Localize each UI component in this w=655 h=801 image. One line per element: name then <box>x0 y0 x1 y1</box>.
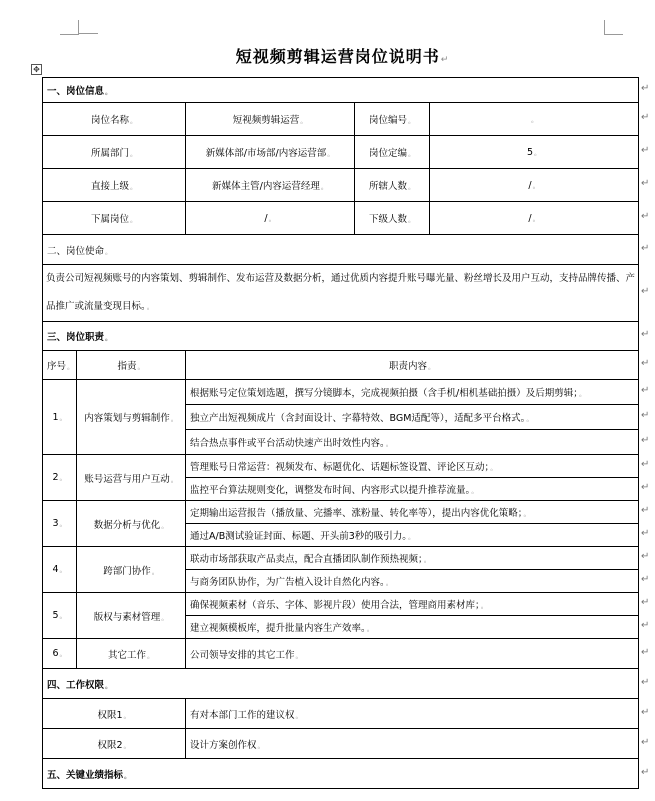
duty-row <box>43 380 639 405</box>
duty-content: 联动市场部获取产品卖点，配合直播团队制作预热视频；。 <box>186 547 639 570</box>
duty-content: 通过A/B测试验证封面、标题、开头前3秒的吸引力。。 <box>186 524 639 547</box>
position-info-row <box>43 103 639 136</box>
row-end-mark: ↵ <box>641 145 650 156</box>
row-end-mark: ↵ <box>641 736 650 748</box>
info-label: 岗位定编。 <box>355 136 430 169</box>
row-end-mark: ↵ <box>641 459 650 470</box>
duty-content: 公司领导安排的其它工作。 <box>186 639 639 669</box>
row-end-mark: ↵ <box>641 410 650 421</box>
job-description-table <box>42 77 639 789</box>
duty-row <box>43 455 639 478</box>
row-end-mark: ↵ <box>641 482 650 493</box>
row-end-mark: ↵ <box>641 211 650 222</box>
row-end-mark: ↵ <box>641 646 650 658</box>
row-end-mark: ↵ <box>641 706 650 718</box>
info-value[interactable]: 。 <box>430 103 639 136</box>
row-end-mark: ↵ <box>641 620 650 631</box>
info-value[interactable]: 短视频剪辑运营。 <box>186 103 355 136</box>
mission-text: 负责公司短视频账号的内容策划、剪辑制作、发布运营及数据分析，通过优质内容提升账号曝光量、粉丝增长及用户互动，支持品牌传播、产品推广或流量变现目标。。 <box>43 265 639 322</box>
duty-content: 独立产出短视频成片（含封面设计、字幕特效、BGM适配等），适配多平台格式。。 <box>186 405 639 430</box>
position-info-row <box>43 169 639 202</box>
info-label: 直接上级。 <box>43 169 186 202</box>
section-title: 四、工作权限。 <box>43 669 639 699</box>
duty-number: 5。 <box>43 593 77 639</box>
duty-content: 结合热点事件或平台活动快速产出时效性内容。。 <box>186 430 639 455</box>
table-move-handle-icon[interactable]: ✥ <box>31 64 42 75</box>
duty-content: 确保视频素材（音乐、字体、影视片段）使用合法，管理商用素材库；。 <box>186 593 639 616</box>
document-title: 短视频剪辑运营岗位说明书↵ <box>235 47 450 66</box>
duty-number: 4。 <box>43 547 77 593</box>
row-end-mark: ↵ <box>641 329 650 340</box>
crop-mark-right <box>604 20 623 35</box>
section-title: 一、岗位信息。 <box>43 78 639 103</box>
authority-label: 权限2。 <box>43 729 186 759</box>
info-value[interactable]: 新媒体部/市场部/内容运营部。 <box>186 136 355 169</box>
duty-name: 跨部门协作。 <box>77 547 186 593</box>
duty-name: 内容策划与剪辑制作。 <box>77 380 186 455</box>
row-end-mark: ↵ <box>641 385 650 396</box>
duty-name: 数据分析与优化。 <box>77 501 186 547</box>
section-title: 三、岗位职责。 <box>43 322 639 351</box>
row-end-mark: ↵ <box>641 112 650 123</box>
duty-number: 6。 <box>43 639 77 669</box>
duties-header-row <box>43 351 639 380</box>
row-end-mark: ↵ <box>641 242 650 254</box>
duty-content: 定期输出运营报告（播放量、完播率、涨粉量、转化率等），提出内容优化策略；。 <box>186 501 639 524</box>
info-value[interactable]: 新媒体主管/内容运营经理。 <box>186 169 355 202</box>
authority-text: 有对本部门工作的建议权。 <box>186 699 639 729</box>
info-label: 所属部门。 <box>43 136 186 169</box>
row-end-mark: ↵ <box>641 766 650 778</box>
info-label: 下级人数。 <box>355 202 430 235</box>
duty-content: 与商务团队协作，为广告植入设计自然化内容。。 <box>186 570 639 593</box>
row-end-mark: ↵ <box>641 435 650 446</box>
authority-label: 权限1。 <box>43 699 186 729</box>
duty-row <box>43 593 639 616</box>
duty-row <box>43 547 639 570</box>
duty-row <box>43 501 639 524</box>
row-end-mark: ↵ <box>641 505 650 516</box>
row-end-mark: ↵ <box>641 178 650 189</box>
row-end-mark: ↵ <box>641 551 650 562</box>
info-label: 岗位名称。 <box>43 103 186 136</box>
section-header-row <box>43 78 639 103</box>
row-end-mark: ↵ <box>641 676 650 688</box>
duty-content: 监控平台算法规则变化，调整发布时间、内容形式以提升推荐流量。。 <box>186 478 639 501</box>
duty-name: 版权与素材管理。 <box>77 593 186 639</box>
row-end-mark: ↵ <box>641 528 650 539</box>
crop-mark-left-ext <box>78 33 98 34</box>
row-end-mark: ↵ <box>641 358 650 369</box>
info-label: 岗位编号。 <box>355 103 430 136</box>
duty-name: 账号运营与用户互动。 <box>77 455 186 501</box>
duty-number: 1。 <box>43 380 77 455</box>
authority-row <box>43 699 639 729</box>
authority-row <box>43 729 639 759</box>
info-value[interactable]: /。 <box>430 202 639 235</box>
duty-content: 建立视频模板库，提升批量内容生产效率。。 <box>186 616 639 639</box>
row-end-mark: ↵ <box>641 597 650 608</box>
duty-content: 管理账号日常运营：视频发布、标题优化、话题标签设置、评论区互动；。 <box>186 455 639 478</box>
info-label: 下属岗位。 <box>43 202 186 235</box>
duty-content-header: 职责内容。 <box>186 351 639 380</box>
duty-item-header: 指责。 <box>77 351 186 380</box>
row-end-mark: ↵ <box>641 286 650 297</box>
section-title: 五、关键业绩指标。 <box>43 759 639 789</box>
duty-number: 3。 <box>43 501 77 547</box>
position-info-row <box>43 202 639 235</box>
crop-mark-left <box>60 20 79 35</box>
duty-name: 其它工作。 <box>77 639 186 669</box>
row-end-mark: ↵ <box>641 574 650 585</box>
authority-text: 设计方案创作权。 <box>186 729 639 759</box>
info-value[interactable]: 5。 <box>430 136 639 169</box>
info-label: 所辖人数。 <box>355 169 430 202</box>
section-title: 二、岗位使命。 <box>43 235 639 265</box>
info-value[interactable]: /。 <box>186 202 355 235</box>
duty-row <box>43 639 639 669</box>
duty-content: 根据账号定位策划选题，撰写分镜脚本，完成视频拍摄（含手机/相机基础拍摄）及后期剪辑；。 <box>186 380 639 405</box>
info-value[interactable]: /。 <box>430 169 639 202</box>
row-end-mark: ↵ <box>641 83 650 94</box>
position-info-row <box>43 136 639 169</box>
duty-number: 2。 <box>43 455 77 501</box>
duty-no-header: 序号。 <box>43 351 77 380</box>
